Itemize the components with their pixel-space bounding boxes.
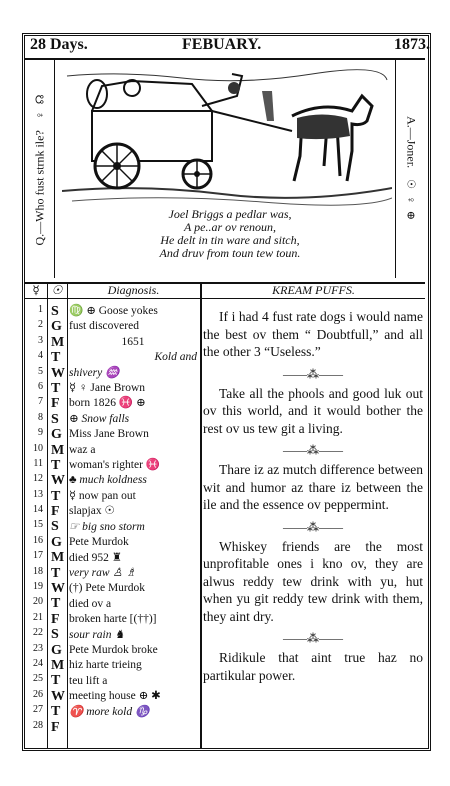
day-number: 5 (38, 365, 43, 377)
weekday-letter: S (51, 411, 59, 427)
day-number: 25 (33, 673, 43, 685)
weekday-letter: M (51, 550, 65, 566)
day-row (25, 366, 67, 381)
day-number: 27 (33, 704, 43, 716)
day-row (25, 458, 67, 473)
day-number: 19 (33, 581, 43, 593)
weekday-letter: F (51, 396, 60, 412)
diagnosis-line: ⊕ Snow falls (69, 412, 130, 425)
day-row (25, 704, 67, 719)
weekday-letter: G (51, 427, 62, 443)
day-number: 16 (33, 534, 43, 546)
day-number: 9 (38, 427, 43, 439)
diagnosis-line: slapjax ☉ (69, 505, 115, 518)
day-rows (25, 304, 67, 735)
diagnosis-line: ☿ ♀ Jane Brown (69, 382, 146, 395)
ornament-divider: ——⁂—— (283, 443, 343, 457)
diagnosis-line: broken harte [(††)] (69, 613, 157, 626)
verse-line: A pe..ar ov renoun, (184, 220, 276, 234)
question-symbols: ♀ ☊ (34, 92, 47, 120)
weekday-letter: T (51, 565, 61, 581)
day-number: 20 (33, 596, 43, 608)
month-title: FEBUARY. (182, 36, 262, 53)
weekday-letter: S (51, 627, 59, 643)
day-number: 18 (33, 565, 43, 577)
day-row (25, 596, 67, 611)
ornament-divider: ——⁂—— (283, 366, 343, 381)
answer-column (395, 60, 426, 278)
day-number: 1 (38, 304, 43, 315)
day-row (25, 350, 67, 365)
paragraph: Ridikule that aint true haz no partikular power. (203, 650, 423, 683)
ornament-divider: ——⁂—— (283, 631, 343, 645)
diagnosis-line: (†) Pete Murdok (69, 582, 146, 595)
diagnosis-line: ♍ ⊕ Goose yokes (69, 305, 158, 317)
diagnosis-line: ☞ big sno storm (69, 520, 145, 533)
verse-line: Joel Briggs a pedlar was, (168, 207, 292, 221)
weekday-letter: S (51, 304, 59, 319)
weekday-letter: W (51, 365, 65, 381)
day-number: 12 (33, 473, 43, 485)
day-number: 2 (38, 319, 43, 331)
day-row (25, 319, 67, 334)
day-number: 23 (33, 642, 43, 654)
day-row (25, 473, 67, 488)
day-number: 4 (38, 350, 43, 362)
pedlar-wagon-illustration (62, 66, 392, 206)
day-number: 6 (38, 380, 43, 392)
day-row (25, 412, 67, 427)
day-row (25, 427, 67, 442)
weekday-letter: F (51, 719, 60, 735)
weekday-letter: M (51, 334, 65, 350)
answer-text: A.—Joner. (404, 116, 419, 169)
verse (70, 208, 390, 260)
day-number: 7 (38, 396, 43, 408)
day-row (25, 689, 67, 704)
day-number: 21 (33, 611, 43, 623)
day-row (25, 381, 67, 396)
weekday-letter: T (51, 596, 61, 612)
day-row (25, 396, 67, 411)
ornament-divider: ——⁂—— (283, 519, 343, 534)
answer-symbols: ☉ ♀ ⊕ (404, 179, 417, 222)
day-number: 11 (33, 457, 43, 469)
sun-header: ☉ (47, 282, 67, 299)
day-number: 13 (33, 488, 43, 500)
verse-line: And druv from toun tew toun. (159, 246, 301, 260)
day-row (25, 489, 67, 504)
diagnosis-line: hiz harte trieing (69, 659, 142, 672)
day-number: 22 (33, 627, 43, 639)
diagnosis-line: woman's righter ♓ (69, 459, 161, 472)
day-row (25, 335, 67, 350)
day-number: 8 (38, 411, 43, 423)
diagnosis-column (69, 304, 197, 720)
paragraph: Whiskey friends are the most unprofitable ones i kno ov, they are alwus reddy tew drink with yu, hut when yu git reddy tew drink with them, they aint dry. (203, 538, 423, 624)
diagnosis-line: ♣ much koldness (69, 474, 147, 487)
day-row (25, 658, 67, 673)
weekday-letter: T (51, 457, 61, 473)
day-row (25, 304, 67, 319)
diagnosis-line: Pete Murdok broke (69, 643, 158, 656)
paragraph: Take all the phools and good luk out ov this world, and it would bother the rest ov us tew git a living. (203, 385, 423, 436)
day-number: 3 (38, 334, 43, 346)
diagnosis-line: 1651 (121, 335, 145, 348)
day-number: 17 (33, 550, 43, 562)
day-row (25, 673, 67, 688)
weekday-letter: F (51, 611, 60, 627)
days-count: 28 Days. (30, 36, 88, 53)
day-row (25, 535, 67, 550)
day-row (25, 443, 67, 458)
diagnosis-line: born 1826 ♓ ⊕ (69, 397, 146, 410)
day-number: 14 (33, 504, 43, 516)
question-text: Q.—Who fust strnk ile? (32, 130, 47, 246)
year: 1873. (394, 36, 430, 53)
day-row (25, 643, 67, 658)
day-row (25, 566, 67, 581)
diagnosis-line: sour rain ♞ (69, 628, 125, 641)
question-column (26, 60, 55, 278)
diagnosis-line: very raw ♙ ♗ (69, 566, 136, 579)
weekday-letter: M (51, 657, 65, 673)
day-row (25, 581, 67, 596)
day-row (25, 612, 67, 627)
weekday-letter: F (51, 504, 60, 520)
weekday-letter: T (51, 488, 61, 504)
weekday-letter: G (51, 319, 62, 335)
day-row (25, 550, 67, 565)
calendar-table (25, 282, 425, 748)
day-number: 24 (33, 657, 43, 669)
day-number: 10 (33, 442, 43, 454)
mercury-header: ☿ (25, 282, 47, 299)
weekday-letter: W (51, 473, 65, 489)
diagnosis-line: Pete Murdok (69, 536, 129, 549)
verse-line: He delt in tin ware and sitch, (160, 233, 300, 247)
kream-puffs-text (203, 304, 423, 690)
weekday-letter: S (51, 519, 59, 535)
weekday-letter: T (51, 673, 61, 689)
day-row (25, 720, 67, 735)
weekday-letter: G (51, 642, 62, 658)
day-row (25, 504, 67, 519)
diagnosis-line: Kold and (154, 351, 197, 364)
weekday-letter: T (51, 380, 61, 396)
weekday-letter: T (51, 350, 61, 366)
diagnosis-line: shivery ♒ (69, 366, 120, 379)
day-number: 15 (33, 519, 43, 531)
day-row (25, 627, 67, 642)
weekday-letter: T (51, 704, 61, 720)
weekday-letter: W (51, 688, 65, 704)
weekday-letter: G (51, 534, 62, 550)
day-row (25, 519, 67, 534)
weekday-letter: W (51, 581, 65, 597)
diagnosis-header: Diagnosis. (67, 282, 200, 299)
section-title: KREAM PUFFS. (202, 282, 425, 299)
diagnosis-line: fust discovered (69, 320, 139, 333)
diagnosis-line: meeting house ⊕ ✱ (69, 690, 161, 703)
diagnosis-line: ♈ more kold ♑ (69, 705, 150, 718)
diagnosis-line: died 952 ♜ (69, 551, 123, 564)
page-header (30, 36, 430, 58)
weekday-letter: M (51, 442, 65, 458)
day-number: 28 (33, 719, 43, 731)
day-number: 26 (33, 688, 43, 700)
paragraph: Thare iz az mutch difference between wit and humor az thare iz between the ile and the essence ov peppermint. (203, 462, 423, 512)
paragraph: If i had 4 fust rate dogs i would name the best ov them “ Doubtfull,” and all the other 3 “Useless.” (203, 309, 423, 359)
diagnosis-line: Miss Jane Brown (69, 428, 149, 441)
diagnosis-line: teu lift a (69, 674, 108, 687)
diagnosis-line: died ov a (69, 597, 112, 610)
diagnosis-line: ☿ now pan out (69, 489, 136, 502)
diagnosis-line: waz a (69, 443, 96, 456)
